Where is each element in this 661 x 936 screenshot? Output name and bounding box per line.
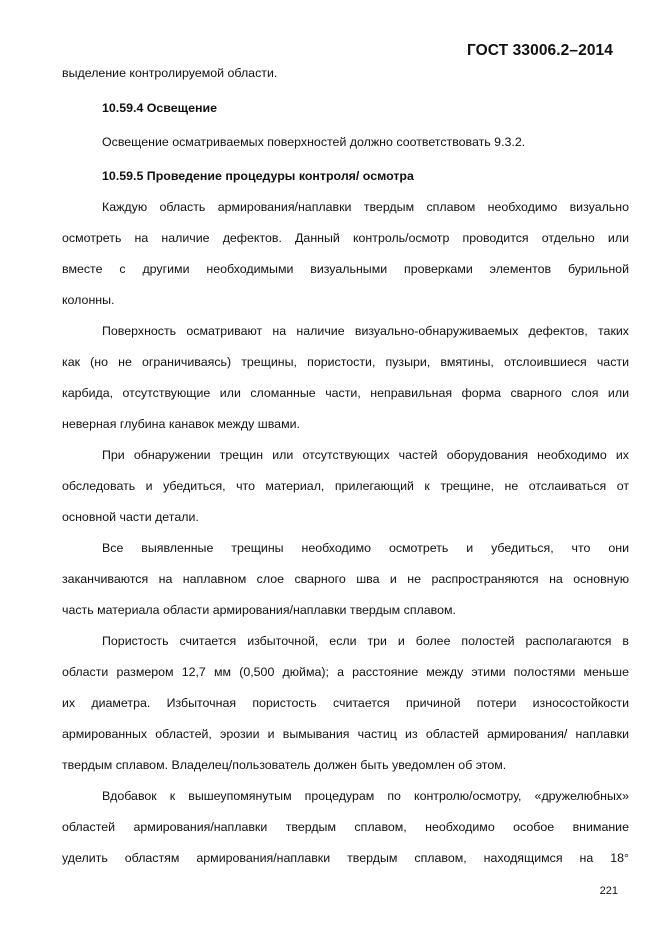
page-content bbox=[62, 58, 629, 874]
paragraph-line: неверная глубина канавок между швами. bbox=[62, 417, 300, 431]
paragraph-line: заканчиваются на наплавном слое сварного шва и не распространяются на основную bbox=[62, 572, 629, 586]
paragraph bbox=[62, 533, 629, 626]
paragraph-line: обследовать и убедиться, что материал, прилегающий к трещине, не отслаиваться от bbox=[62, 479, 629, 493]
paragraph-line: уделить областям армирования/наплавки твердым сплавом, находящимся на 18° bbox=[62, 851, 629, 865]
paragraph-line: их диаметра. Избыточная пористость считается причиной потери износостойкости bbox=[62, 696, 629, 710]
paragraph-line: Пористость считается избыточной, если три и более полостей располагаются в bbox=[102, 634, 629, 648]
paragraph bbox=[62, 316, 629, 440]
paragraph-line: армированных областей, эрозии и вымывания частиц из областей армирования/ наплавки bbox=[62, 727, 629, 741]
paragraph bbox=[62, 781, 629, 874]
paragraph-line: твердым сплавом. Владелец/пользователь должен быть уведомлен об этом. bbox=[62, 758, 507, 772]
section-text-lighting: Освещение осматриваемых поверхностей должно соответствовать 9.3.2. bbox=[102, 135, 526, 149]
paragraph-line: Все выявленные трещины необходимо осмотреть и убедиться, что они bbox=[102, 541, 629, 555]
paragraph-line: Вдобавок к вышеупомянутым процедурам по контролю/осмотру, «дружелюбных» bbox=[102, 789, 629, 803]
paragraph-line: часть материала области армирования/наплавки твердым сплавом. bbox=[62, 603, 456, 617]
paragraph-line: области размером 12,7 мм (0,500 дюйма); а расстояние между этими полостями меньше bbox=[62, 665, 629, 679]
paragraph-line: осмотреть на наличие дефектов. Данный контроль/осмотр проводится отдельно или bbox=[62, 231, 629, 245]
paragraph-line: областей армирования/наплавки твердым сплавом, необходимо особое внимание bbox=[62, 820, 629, 834]
page-number: 221 bbox=[599, 885, 618, 897]
paragraph bbox=[62, 440, 629, 533]
section-heading-inspection: 10.59.5 Проведение процедуры контроля/ осмотра bbox=[102, 169, 414, 183]
paragraph bbox=[62, 626, 629, 781]
paragraph-line: вместе с другими необходимыми визуальными проверками элементов бурильной bbox=[62, 262, 629, 276]
paragraph-line: колонны. bbox=[62, 293, 115, 307]
paragraph bbox=[62, 192, 629, 316]
paragraph-line: При обнаружении трещин или отсутствующих частей оборудования необходимо их bbox=[102, 448, 629, 462]
paragraph-line: Каждую область армирования/наплавки твердым сплавом необходимо визуально bbox=[102, 200, 629, 214]
intro-line: выделение контролируемой области. bbox=[62, 66, 278, 80]
paragraph-line: основной части детали. bbox=[62, 510, 199, 524]
document-id-header: ГОСТ 33006.2–2014 bbox=[466, 42, 613, 59]
paragraph-line: как (но не ограничиваясь) трещины, пористости, пузыри, вмятины, отслоившиеся части bbox=[62, 355, 629, 369]
section-heading-lighting: 10.59.4 Освещение bbox=[102, 101, 217, 115]
paragraph-line: карбида, отсутствующие или сломанные части, неправильная форма сварного слоя или bbox=[62, 386, 629, 400]
paragraph-line: Поверхность осматривают на наличие визуально-обнаруживаемых дефектов, таких bbox=[102, 324, 629, 338]
